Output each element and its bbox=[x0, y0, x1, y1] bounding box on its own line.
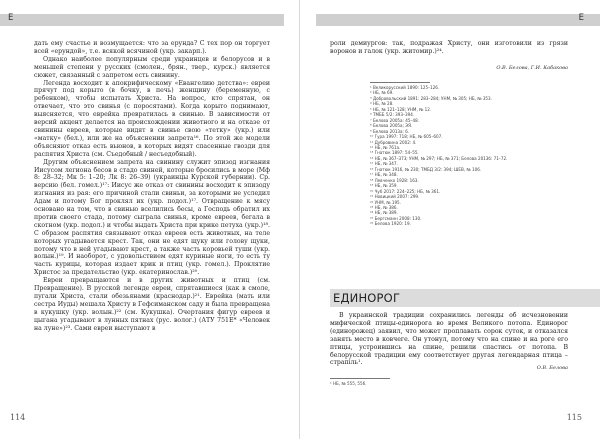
right-section-letter: Е bbox=[578, 13, 584, 23]
footnote: ¹¹ Дубровина 2002: 4. bbox=[370, 139, 417, 145]
section-paragraph: В украинской традиции сохранились легенды об исчезновении мифической птицы-единорога во время Великого потопа. Единорог (единорожец) заявил, что может проплавать сорок суток, и отказался занять место в ковчеге. Он утонул, потому что на спине и на роге его птицы, устроившись на спине, решили спастись от потопа. В белорусской традиции ему соответствует другая легендарная птица – страпіль¹. bbox=[330, 312, 568, 367]
footnote: ¹⁹ НБ, № 359. bbox=[370, 183, 398, 189]
right-header-bar bbox=[316, 14, 600, 26]
left-paragraph-3: Легенда восходит к апокрифическому «Евангелию детства»: евреи прячут под корыто (в бочку, в печь) женщину (беременную, с ребенком), чтобы испытать Христа. На вопрос, кто спрятан, он отвечает, что это свинья (с поросятами). Когда корыто поднимают, выясняется, что еврейка превратилась в свинью. В зависимости от версий акцент делается на происхождении животного и на отказе от свинины евреев, которые видят в свинье свою «тетку» (укр.) или «матку» (бел.), или же на объяснении запрета¹⁶. По этой же модели объясняют отказ есть вьюнов, в которых видят спасенные гвозди для распятия Христа (см. Съедобный / несъедобный). bbox=[34, 79, 270, 158]
left-body-text bbox=[34, 40, 270, 333]
section-author: О.В. Белова bbox=[536, 365, 568, 371]
footnote: ² НБ, № 69. bbox=[370, 90, 394, 96]
footnote: ¹⁴ НБ, № 367–373; УНМ, № 297; НБ, № 371; Белова 2013б: 71–72. bbox=[370, 155, 508, 161]
footnote: ¹⁷ НБ, № 348. bbox=[370, 172, 398, 178]
right-page-number: 115 bbox=[566, 413, 582, 422]
right-top-text bbox=[330, 40, 568, 56]
footnote: ¹ Великорусский 1890: 125–126. bbox=[370, 85, 440, 90]
footnotes-rule bbox=[370, 82, 430, 83]
footnote: ¹⁰ Гура 1997: 718; НБ, № 605–607. bbox=[370, 134, 443, 140]
footnote: ⁴ НБ, № 28. bbox=[370, 101, 394, 107]
footnote: ⁹ Белова 2013а: 6. bbox=[370, 128, 410, 134]
footnote: ¹⁶ Гнатюк 1916, № 230; ТМБД 3/2: 394; ШЕВ, № 106. bbox=[370, 166, 482, 172]
footnote: ⁸ Белова 2005а; ЭЯ. bbox=[370, 123, 413, 129]
section-title: ЕДИНОРОГ bbox=[333, 291, 401, 305]
right-page bbox=[300, 0, 600, 439]
footnote: ²² УНМ, № 195. bbox=[370, 199, 401, 205]
section-footnote-rule bbox=[330, 378, 390, 379]
footnote: ⁶ ТМББ 5/2: 393–394. bbox=[370, 112, 415, 118]
footnote: ²¹ Новицкий 2007: 299. bbox=[370, 194, 420, 200]
footnote: ⁵ НБ, № 121–128; УНМ, № 12. bbox=[370, 106, 432, 112]
section-body bbox=[330, 312, 568, 367]
footnote: ⁷ Белова 2005а: 45–48. bbox=[370, 117, 419, 123]
footnote: ¹⁵ НБ, № 347. bbox=[370, 161, 398, 167]
footnote: ³ Добровольский 1891: 283–284; УНМ, № 305; НБ, № 353. bbox=[370, 95, 492, 101]
left-paragraph-4: Другим объяснением запрета на свинину служит эпизод изгнания Иисусом легиона бесов в стадо свиней, которые бросились в море (Мф 8: 28–32; Мк 5: 1–20; Лк 8: 26–39) (украинцы Курской губернии). Ср. версию (бел. гомел.)¹⁷: Иисус же отказ от свинины восходит к эпизоду изгнания из рая: его причиной стали свиньи, за которыми не уследил Адам и потому Бог проклял их (укр. подол.)¹⁷. Отвращение к мясу основано на том, что в свинью вселились бесы, а Господь обратил их против своего стада, потому сыграла свинья, кроме евреев, бегала в скотном (укр. подол.) и чтобы выдать Христа при крике петуха (укр.)¹⁸. С образом распятия связывают отказ евреев есть животных, на теле которых угадывается крест. Так, они не едят щуку или голову щуки, потому что в ней угадывают крест, а также часть коровьей туши (укр. волын.)¹⁹. И наоборот, с удовольствием едят куриные ноги, то есть ту часть курицы, которая издает крик и птиц (укр. гомел.). Проклятие Христос за предательство (укр. екатеринослав.)²⁰. bbox=[34, 158, 270, 277]
left-section-letter: Е bbox=[8, 13, 14, 23]
footnotes-list bbox=[370, 82, 566, 227]
footnote: ²⁰ Чуб 2017: 224–225; НБ, № 361. bbox=[370, 188, 441, 194]
section-footnote-text: ¹ НБ, № 555, 556. bbox=[330, 381, 367, 386]
footnote: ¹⁸ Левченко 1928: 163. bbox=[370, 177, 419, 183]
right-top-author: О.В. Белова, Г.И. Кабакова bbox=[496, 65, 568, 71]
left-page-number: 114 bbox=[10, 413, 26, 422]
left-paragraph-5: Евреи превращаются и в других животных и птиц (см. Превращение). В русской легенде евреи, спрятавшиеся (как в смоле, пугали Христа, стали обезьянами (краснодар.)²¹. Еврейка (мать или сестра Иуды) мешала Христу в Гефсиманском саду и была превращена в кукушку (укр. волын.)²² (см. Кукушка). Очертания фигур евреев и цыгана угадывают в лунных пятнах (рус. волог.) (АТУ 751Е* «Человек на луне»)²³. Сами евреи выступают в bbox=[34, 277, 270, 332]
left-paragraph-2: Однако наиболее популярным среди украинцев и белорусов и в меньшей степени у русских (смолен., брян., твер., курск.) является сюжет, связанный с запретом есть свинину. bbox=[34, 55, 270, 79]
footnote: ²⁵ Бергсманн 2008: 130. bbox=[370, 215, 422, 221]
section-footnote bbox=[330, 378, 530, 386]
footnote: ¹³ Гнатюк 1897: 54–55. bbox=[370, 150, 419, 156]
footnote: ¹² НБ, № 761а. bbox=[370, 144, 401, 150]
left-paragraph-1: дать ему счастье и возмущается: что за ерунда? С тех пор он торгует всей «ерундой», т.е. всякой всячиной (укр. закарп.). bbox=[34, 40, 270, 55]
right-top-paragraph: роли демиургов: так, подражая Христу, они изготовили из грязи воронов и галок (укр. житомир.)²⁴. bbox=[330, 40, 568, 55]
footnote: ²⁴ НБ, № 389. bbox=[370, 210, 398, 216]
left-header-bar bbox=[0, 14, 284, 26]
footnote: ²⁶ Белова 1920: 19. bbox=[370, 221, 411, 227]
footnote: ²³ НБ, № 386. bbox=[370, 204, 398, 210]
